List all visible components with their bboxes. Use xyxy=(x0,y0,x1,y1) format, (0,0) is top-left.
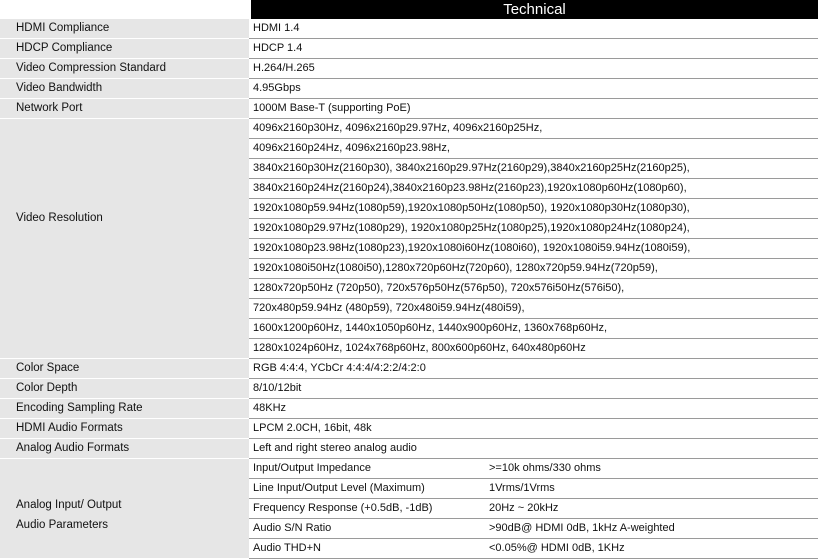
spec-value: HDCP 1.4 xyxy=(253,42,303,54)
spec-value: 1000M Base-T (supporting PoE) xyxy=(253,102,411,114)
analog-param-row xyxy=(249,499,818,519)
spec-row-network-port xyxy=(0,99,818,119)
spec-label: Video Bandwidth xyxy=(16,82,103,94)
spec-label: Analog Audio Formats xyxy=(16,442,130,454)
spec-value: LPCM 2.0CH, 16bit, 48k xyxy=(253,422,372,434)
resolution-line: 3840x2160p24Hz(2160p24),3840x2160p23.98Hz(2160p23),1920x1080p60Hz(1080p60), xyxy=(249,179,818,199)
spec-label: Color Depth xyxy=(16,382,78,394)
spec-row-video-compression xyxy=(0,59,818,79)
analog-param-row xyxy=(249,519,818,539)
spec-label-line1: Analog Input/ Output xyxy=(16,499,122,511)
spec-label: Network Port xyxy=(16,102,83,114)
resolution-line: 1600x1200p60Hz, 1440x1050p60Hz, 1440x900p60Hz, 1360x768p60Hz, xyxy=(249,319,818,339)
param-value: >=10k ohms/330 ohms xyxy=(489,462,601,474)
spec-group-analog-audio-parameters xyxy=(0,459,818,559)
resolution-line: 1280x1024p60Hz, 1024x768p60Hz, 800x600p60Hz, 640x480p60Hz xyxy=(249,339,818,359)
spec-value: H.264/H.265 xyxy=(253,62,315,74)
param-value: <0.05%@ HDMI 0dB, 1KHz xyxy=(489,542,625,554)
spec-row-encoding-sampling-rate xyxy=(0,399,818,419)
resolution-line: 3840x2160p30Hz(2160p30), 3840x2160p29.97Hz(2160p29),3840x2160p25Hz(2160p25), xyxy=(249,159,818,179)
spec-row-hdcp-compliance xyxy=(0,39,818,59)
spec-row-analog-audio-formats xyxy=(0,439,818,459)
spec-label: HDMI Compliance xyxy=(16,22,110,34)
spec-label: Encoding Sampling Rate xyxy=(16,402,143,414)
spec-label: Video Compression Standard xyxy=(16,62,167,74)
spec-value: 4.95Gbps xyxy=(253,82,301,94)
spec-value: HDMI 1.4 xyxy=(253,22,300,34)
spec-value: 8/10/12bit xyxy=(253,382,302,394)
param-value: 1Vrms/1Vrms xyxy=(489,482,555,494)
resolution-line: 1280x720p50Hz (720p50), 720x576p50Hz(576p50), 720x576i50Hz(576i50), xyxy=(249,279,818,299)
spec-label-line2: Audio Parameters xyxy=(16,519,109,531)
resolution-line: 1920x1080p23.98Hz(1080p23),1920x1080i60Hz(1080i60), 1920x1080i59.94Hz(1080i59), xyxy=(249,239,818,259)
spec-label: Color Space xyxy=(16,362,80,374)
analog-param-row xyxy=(249,459,818,479)
spec-row-video-bandwidth xyxy=(0,79,818,99)
spec-label: Video Resolution xyxy=(16,212,103,224)
param-name: Audio THD+N xyxy=(253,542,321,554)
section-title: Technical xyxy=(251,0,818,19)
param-name: Input/Output Impedance xyxy=(253,462,372,474)
spec-label: HDCP Compliance xyxy=(16,42,113,54)
resolution-line: 4096x2160p30Hz, 4096x2160p29.97Hz, 4096x2160p25Hz, xyxy=(249,119,818,139)
spec-value: 48KHz xyxy=(253,402,287,414)
resolution-line: 1920x1080i50Hz(1080i50),1280x720p60Hz(720p60), 1280x720p59.94Hz(720p59), xyxy=(249,259,818,279)
spec-row-hdmi-compliance xyxy=(0,19,818,39)
spec-label: HDMI Audio Formats xyxy=(16,422,123,434)
resolution-line: 1920x1080p29.97Hz(1080p29), 1920x1080p25Hz(1080p25),1920x1080p24Hz(1080p24), xyxy=(249,219,818,239)
spec-row-color-depth xyxy=(0,379,818,399)
analog-param-row xyxy=(249,479,818,499)
resolution-line: 1920x1080p59.94Hz(1080p59),1920x1080p50Hz(1080p50), 1920x1080p30Hz(1080p30), xyxy=(249,199,818,219)
param-name: Audio S/N Ratio xyxy=(253,522,332,534)
param-value: >90dB@ HDMI 0dB, 1kHz A-weighted xyxy=(489,522,675,534)
param-name: Line Input/Output Level (Maximum) xyxy=(253,482,425,494)
spec-group-video-resolution xyxy=(0,119,818,359)
spec-table xyxy=(0,19,818,559)
param-value: 20Hz ~ 20kHz xyxy=(489,502,559,514)
analog-param-row xyxy=(249,539,818,559)
spec-value: Left and right stereo analog audio xyxy=(253,442,417,454)
resolution-line: 720x480p59.94Hz (480p59), 720x480i59.94Hz(480i59), xyxy=(249,299,818,319)
spec-row-color-space xyxy=(0,359,818,379)
spec-row-hdmi-audio-formats xyxy=(0,419,818,439)
resolution-line: 4096x2160p24Hz, 4096x2160p23.98Hz, xyxy=(249,139,818,159)
param-name: Frequency Response (+0.5dB, -1dB) xyxy=(253,502,433,514)
spec-value: RGB 4:4:4, YCbCr 4:4:4/4:2:2/4:2:0 xyxy=(253,362,426,374)
